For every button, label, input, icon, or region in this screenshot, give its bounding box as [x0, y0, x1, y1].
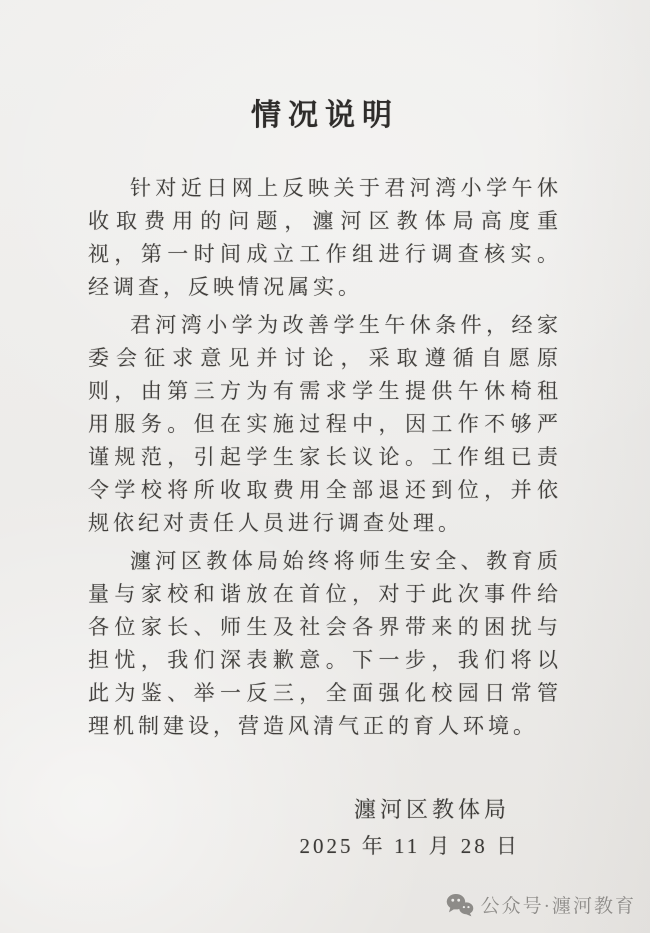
document-body	[88, 172, 562, 743]
paragraph-2: 君河湾小学为改善学生午休条件，经家委会征求意见并讨论，采取遵循自愿原则，由第三方为有需求学生提供午休椅租用服务。但在实施过程中，因工作不够严谨规范，引起学生家长议论。工作组已责令学校将所收取费用全部退还到位，并依规依纪对责任人员进行调查处理。	[88, 313, 562, 535]
paragraph-3: 瀍河区教体局始终将师生安全、教育质量与家校和谐放在首位，对于此次事件给各位家长、师生及社会各界带来的困扰与担忧，我们深表歉意。下一步，我们将以此为鉴、举一反三，全面强化校园日常管理机制建设，营造风清气正的育人环境。	[88, 549, 562, 738]
paragraph-1: 针对近日网上反映关于君河湾小学午休收取费用的问题，瀍河区教体局高度重视，第一时间成立工作组进行调查核实。经调查，反映情况属实。	[88, 176, 562, 299]
watermark-text: 公众号·瀍河教育	[480, 896, 636, 917]
wechat-icon	[446, 893, 474, 917]
wechat-watermark	[446, 891, 636, 918]
issuer-signature: 瀍河区教体局	[353, 797, 510, 822]
issue-date: 2025 年 11 月 28 日	[299, 834, 520, 858]
signature-block	[0, 795, 650, 860]
document-title: 情况说明	[251, 99, 399, 132]
